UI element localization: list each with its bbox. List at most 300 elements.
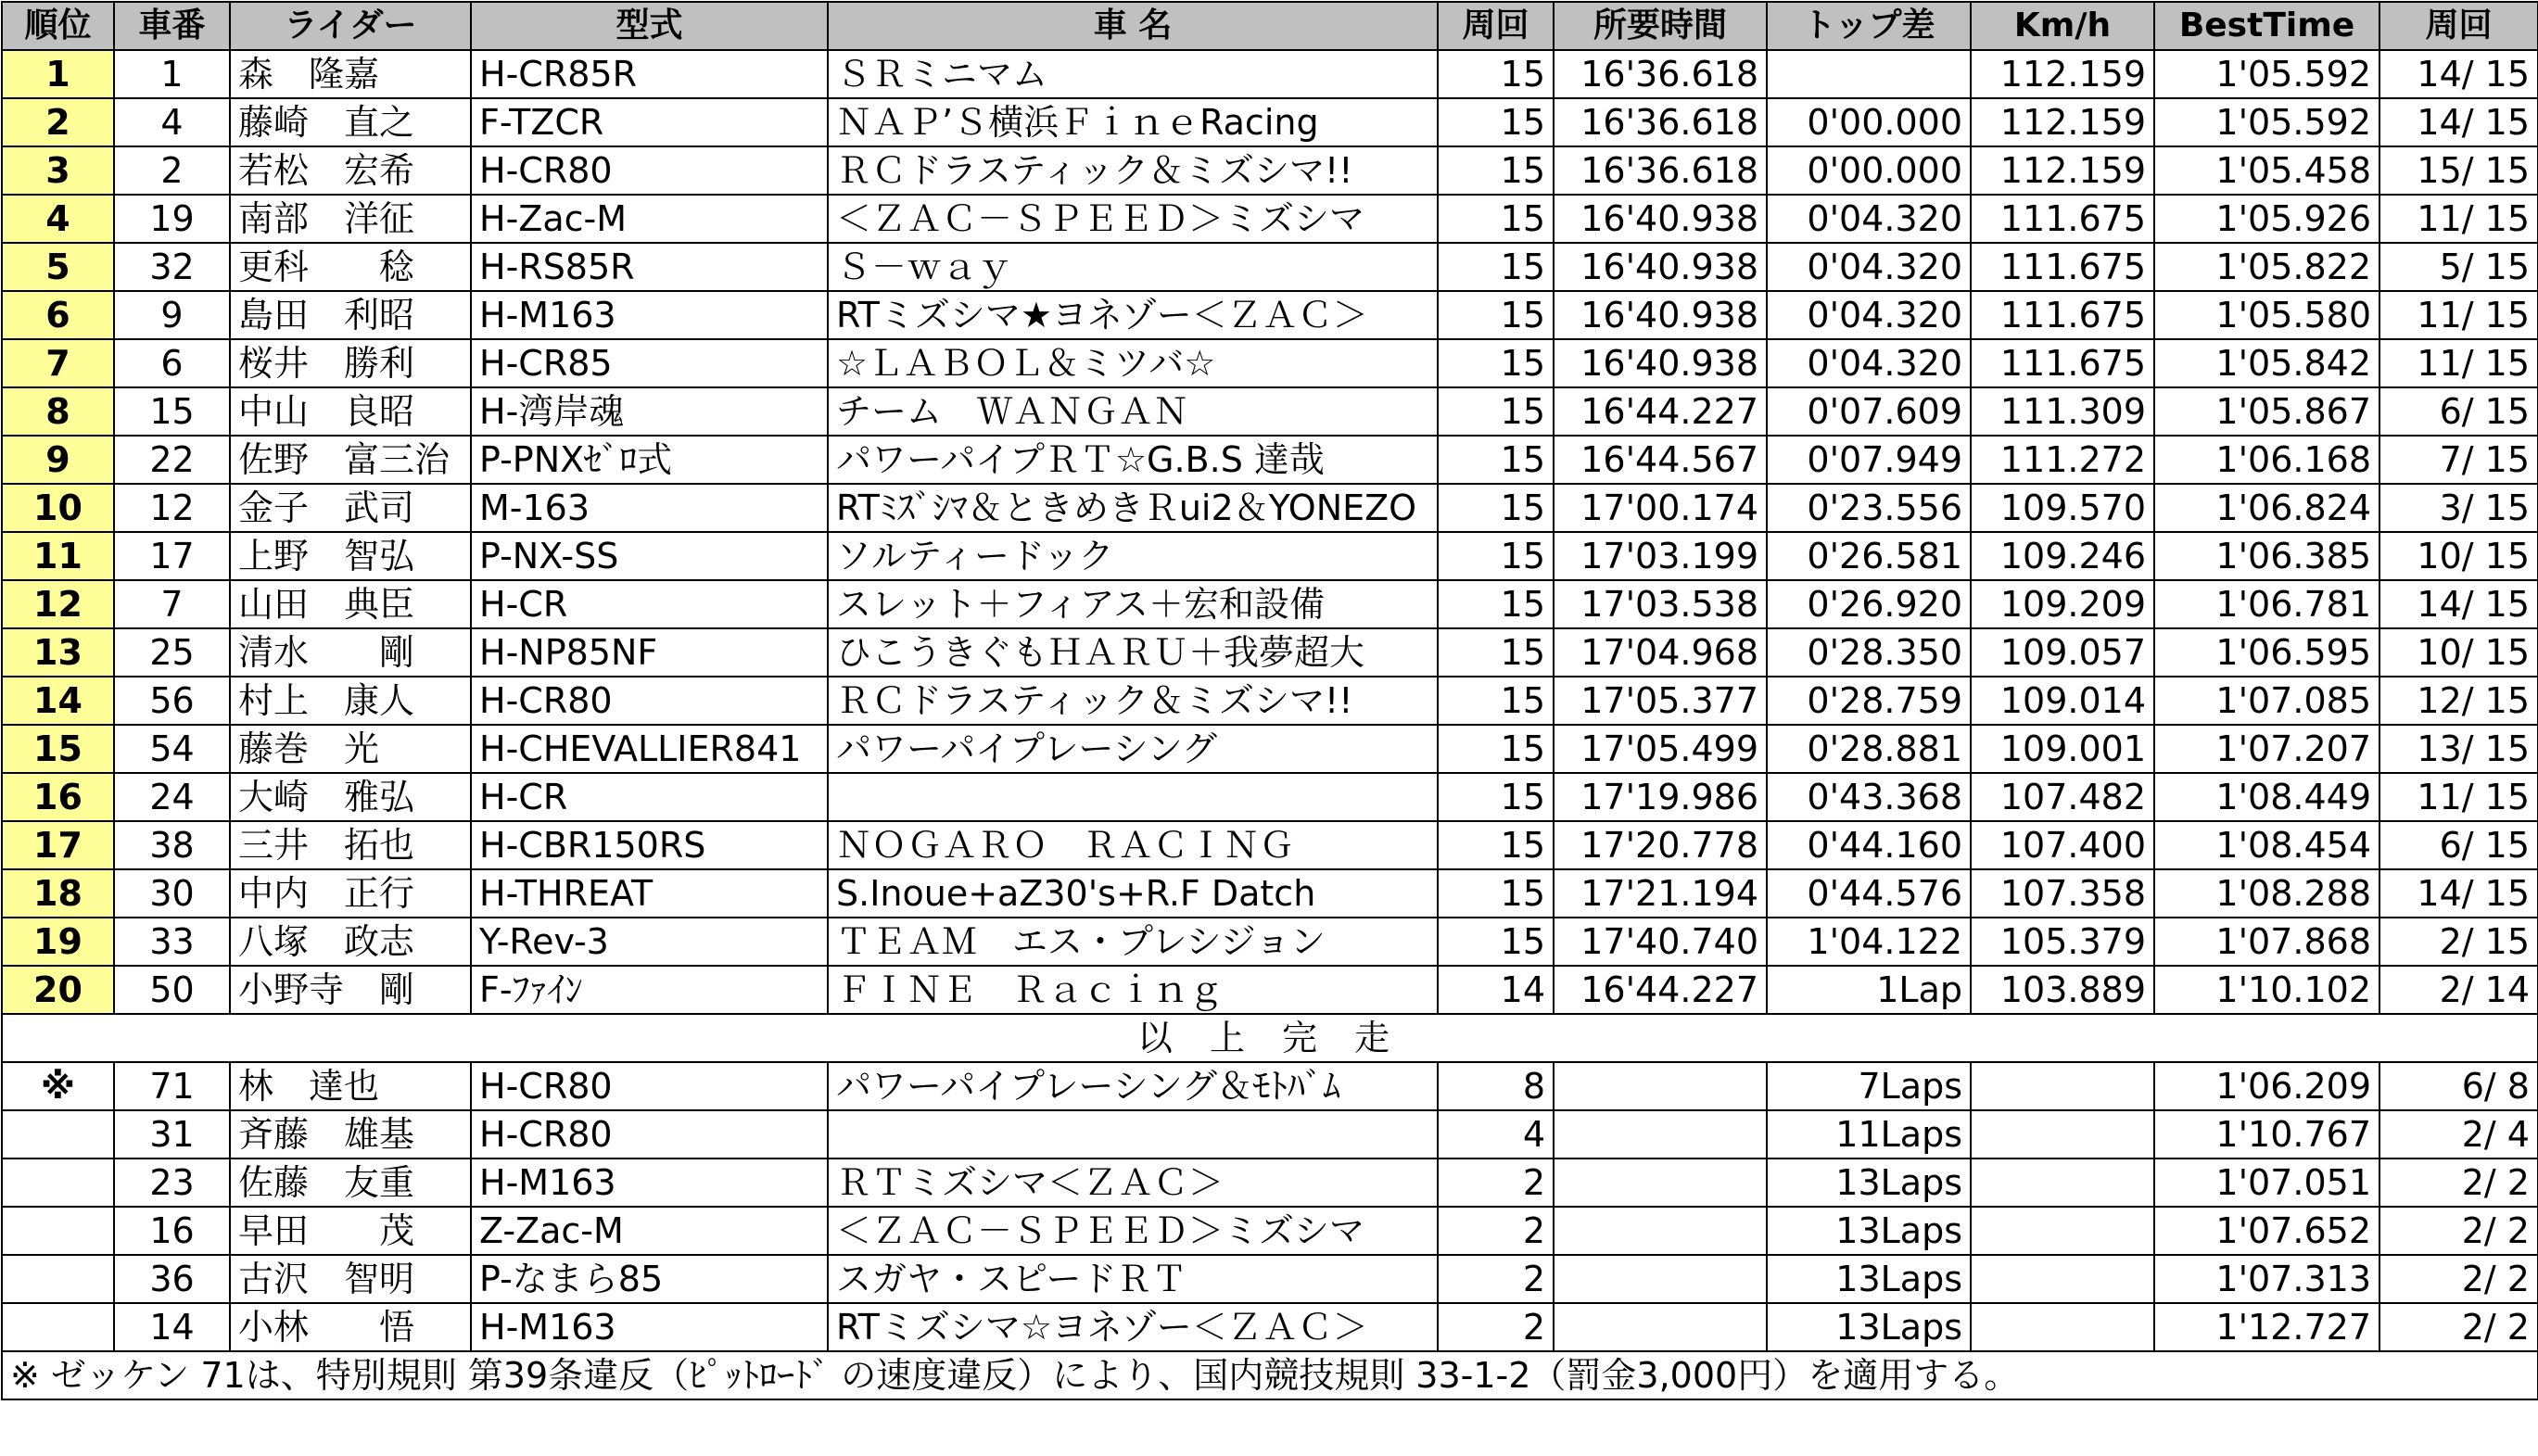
cell-speed: 109.057 (1971, 628, 2154, 677)
cell-speed: 103.889 (1971, 966, 2154, 1014)
table-row (2, 98, 2538, 146)
cell-best-time: 1'06.595 (2154, 628, 2379, 677)
table-row (2, 484, 2538, 532)
cell-gap: 13Laps (1767, 1255, 1971, 1303)
cell-best-time: 1'06.781 (2154, 580, 2379, 628)
cell-model: H-CR80 (471, 677, 828, 725)
non-finishers-body (2, 1062, 2538, 1351)
cell-car-name: ☆ＬＡＢＯＬ＆ミツバ☆ (828, 339, 1438, 387)
cell-best-time: 1'07.868 (2154, 918, 2379, 966)
cell-laps: 15 (1438, 387, 1554, 436)
cell-total-time: 16'40.938 (1554, 291, 1767, 339)
cell-position: 16 (2, 773, 114, 821)
cell-total-time: 17'03.199 (1554, 532, 1767, 580)
cell-rider: 佐野 富三治 (230, 436, 471, 484)
cell-total-time: 17'19.986 (1554, 773, 1767, 821)
cell-car-name: RTミズシマ☆ヨネゾー＜ＺＡＣ＞ (828, 1303, 1438, 1351)
cell-number: 2 (114, 146, 230, 195)
header-best-lap: 周回 (2379, 2, 2538, 50)
cell-model: P-なまら85 (471, 1255, 828, 1303)
cell-gap: 1Lap (1767, 966, 1971, 1014)
cell-car-name: ＜ＺＡＣ－ＳＰＥＥＤ＞ミズシマ (828, 195, 1438, 243)
cell-best-time: 1'08.454 (2154, 821, 2379, 869)
cell-position: 4 (2, 195, 114, 243)
cell-laps: 15 (1438, 918, 1554, 966)
cell-laps: 15 (1438, 580, 1554, 628)
cell-best-lap: 3/ 15 (2379, 484, 2538, 532)
cell-position: 7 (2, 339, 114, 387)
cell-rider: 八塚 政志 (230, 918, 471, 966)
cell-number: 15 (114, 387, 230, 436)
cell-position: 6 (2, 291, 114, 339)
cell-model: Y-Rev-3 (471, 918, 828, 966)
cell-speed: 111.309 (1971, 387, 2154, 436)
cell-gap: 0'00.000 (1767, 98, 1971, 146)
cell-best-lap: 12/ 15 (2379, 677, 2538, 725)
cell-gap: 13Laps (1767, 1303, 1971, 1351)
header-speed: Km/h (1971, 2, 2154, 50)
table-row (2, 532, 2538, 580)
cell-car-name: ひこうきぐもＨＡＲＵ＋我夢超大 (828, 628, 1438, 677)
cell-position: 3 (2, 146, 114, 195)
cell-speed: 112.159 (1971, 50, 2154, 98)
cell-best-time: 1'05.592 (2154, 50, 2379, 98)
cell-total-time: 17'03.538 (1554, 580, 1767, 628)
cell-gap: 0'04.320 (1767, 243, 1971, 291)
cell-number: 12 (114, 484, 230, 532)
cell-best-lap: 2/ 4 (2379, 1110, 2538, 1158)
cell-speed: 111.675 (1971, 339, 2154, 387)
cell-rider: 更科 稔 (230, 243, 471, 291)
cell-speed (1971, 1158, 2154, 1207)
cell-gap: 0'07.609 (1767, 387, 1971, 436)
cell-rider: 林 達也 (230, 1062, 471, 1110)
cell-best-lap: 13/ 15 (2379, 725, 2538, 773)
cell-total-time: 16'36.618 (1554, 98, 1767, 146)
cell-number: 54 (114, 725, 230, 773)
cell-number: 23 (114, 1158, 230, 1207)
cell-laps: 15 (1438, 725, 1554, 773)
cell-laps: 2 (1438, 1255, 1554, 1303)
cell-total-time: 16'36.618 (1554, 50, 1767, 98)
cell-car-name: ＳＲミニマム (828, 50, 1438, 98)
cell-rider: 早田 茂 (230, 1207, 471, 1255)
cell-model: M-163 (471, 484, 828, 532)
cell-best-time: 1'07.085 (2154, 677, 2379, 725)
cell-gap: 0'07.949 (1767, 436, 1971, 484)
cell-laps: 8 (1438, 1062, 1554, 1110)
cell-model: H-CR (471, 773, 828, 821)
cell-rider: 村上 康人 (230, 677, 471, 725)
cell-number: 16 (114, 1207, 230, 1255)
cell-speed: 112.159 (1971, 146, 2154, 195)
cell-rider: 上野 智弘 (230, 532, 471, 580)
cell-rider: 藤崎 直之 (230, 98, 471, 146)
header-total-time: 所要時間 (1554, 2, 1767, 50)
cell-gap: 11Laps (1767, 1110, 1971, 1158)
cell-position: 10 (2, 484, 114, 532)
cell-gap: 0'44.576 (1767, 869, 1971, 918)
cell-best-time: 1'05.458 (2154, 146, 2379, 195)
cell-number: 25 (114, 628, 230, 677)
cell-total-time: 16'40.938 (1554, 243, 1767, 291)
cell-position: 5 (2, 243, 114, 291)
cell-best-time: 1'05.580 (2154, 291, 2379, 339)
cell-speed: 109.001 (1971, 725, 2154, 773)
cell-speed: 107.400 (1971, 821, 2154, 869)
cell-best-time: 1'12.727 (2154, 1303, 2379, 1351)
cell-position: 20 (2, 966, 114, 1014)
table-row (2, 677, 2538, 725)
cell-number: 30 (114, 869, 230, 918)
cell-number: 6 (114, 339, 230, 387)
cell-rider: 大崎 雅弘 (230, 773, 471, 821)
cell-car-name: RTミズシマ★ヨネゾー＜ＺＡＣ＞ (828, 291, 1438, 339)
cell-rider: 若松 宏希 (230, 146, 471, 195)
cell-car-name: S.Inoue+aZ30's+R.F Datch (828, 869, 1438, 918)
cell-best-lap: 14/ 15 (2379, 50, 2538, 98)
cell-gap: 0'28.350 (1767, 628, 1971, 677)
cell-total-time: 17'05.377 (1554, 677, 1767, 725)
header-rider: ライダー (230, 2, 471, 50)
cell-model: H-M163 (471, 1303, 828, 1351)
header-car-name: 車 名 (828, 2, 1438, 50)
table-row (2, 339, 2538, 387)
cell-best-time: 1'05.867 (2154, 387, 2379, 436)
cell-best-time: 1'05.926 (2154, 195, 2379, 243)
cell-total-time (1554, 1062, 1767, 1110)
cell-number: 24 (114, 773, 230, 821)
cell-best-time: 1'08.449 (2154, 773, 2379, 821)
cell-car-name: ＮＯＧＡＲＯ ＲＡＣＩＮＧ (828, 821, 1438, 869)
cell-car-name: ＴＥＡＭ エス・プレシジョン (828, 918, 1438, 966)
cell-speed: 109.209 (1971, 580, 2154, 628)
cell-number: 32 (114, 243, 230, 291)
table-row (2, 869, 2538, 918)
cell-position: 9 (2, 436, 114, 484)
cell-gap (1767, 50, 1971, 98)
note-row (2, 1351, 2538, 1399)
cell-best-lap: 2/ 2 (2379, 1158, 2538, 1207)
cell-car-name: スガヤ・スピードＲＴ (828, 1255, 1438, 1303)
cell-laps: 15 (1438, 773, 1554, 821)
cell-position: 14 (2, 677, 114, 725)
cell-best-lap: 6/ 8 (2379, 1062, 2538, 1110)
cell-laps: 15 (1438, 291, 1554, 339)
cell-best-time: 1'07.207 (2154, 725, 2379, 773)
cell-model: H-CR85 (471, 339, 828, 387)
cell-speed: 111.675 (1971, 291, 2154, 339)
cell-number: 22 (114, 436, 230, 484)
cell-rider: 小林 悟 (230, 1303, 471, 1351)
cell-total-time (1554, 1207, 1767, 1255)
cell-laps: 2 (1438, 1303, 1554, 1351)
cell-best-time: 1'06.824 (2154, 484, 2379, 532)
cell-speed: 111.675 (1971, 243, 2154, 291)
cell-rider: 清水 剛 (230, 628, 471, 677)
cell-total-time: 17'40.740 (1554, 918, 1767, 966)
cell-best-time: 1'05.592 (2154, 98, 2379, 146)
table-row (2, 243, 2538, 291)
cell-rider: 古沢 智明 (230, 1255, 471, 1303)
cell-position: 17 (2, 821, 114, 869)
table-row (2, 1110, 2538, 1158)
cell-best-lap: 10/ 15 (2379, 628, 2538, 677)
header-best-time: BestTime (2154, 2, 2379, 50)
cell-speed: 105.379 (1971, 918, 2154, 966)
cell-car-name: チーム ＷＡＮＧＡＮ (828, 387, 1438, 436)
cell-number: 50 (114, 966, 230, 1014)
cell-car-name: ＦＩＮＥ Ｒａｃｉｎｇ (828, 966, 1438, 1014)
cell-gap: 0'04.320 (1767, 291, 1971, 339)
cell-total-time (1554, 1110, 1767, 1158)
cell-speed (1971, 1207, 2154, 1255)
table-row (2, 291, 2538, 339)
cell-car-name: パワーパイプレーシング (828, 725, 1438, 773)
cell-best-lap: 7/ 15 (2379, 436, 2538, 484)
table-row (2, 918, 2538, 966)
cell-best-time: 1'05.822 (2154, 243, 2379, 291)
cell-laps: 15 (1438, 532, 1554, 580)
cell-best-time: 1'07.313 (2154, 1255, 2379, 1303)
cell-rider: 山田 典臣 (230, 580, 471, 628)
cell-position (2, 1207, 114, 1255)
cell-laps: 15 (1438, 484, 1554, 532)
results-table (1, 1, 2538, 1400)
cell-speed: 111.675 (1971, 195, 2154, 243)
cell-position: 11 (2, 532, 114, 580)
cell-gap: 0'04.320 (1767, 195, 1971, 243)
cell-laps: 15 (1438, 677, 1554, 725)
cell-speed: 107.358 (1971, 869, 2154, 918)
cell-laps: 15 (1438, 98, 1554, 146)
cell-gap: 0'23.556 (1767, 484, 1971, 532)
table-row (2, 146, 2538, 195)
cell-rider: 中山 良昭 (230, 387, 471, 436)
cell-speed: 109.570 (1971, 484, 2154, 532)
cell-laps: 15 (1438, 243, 1554, 291)
cell-model: H-CHEVALLIER841 (471, 725, 828, 773)
cell-speed (1971, 1110, 2154, 1158)
cell-total-time (1554, 1255, 1767, 1303)
cell-position: 12 (2, 580, 114, 628)
table-row (2, 580, 2538, 628)
cell-position: 15 (2, 725, 114, 773)
table-row (2, 725, 2538, 773)
cell-best-time: 1'10.767 (2154, 1110, 2379, 1158)
cell-position: 2 (2, 98, 114, 146)
finish-label: 以 上 完 走 (2, 1014, 2538, 1062)
cell-total-time: 16'44.227 (1554, 387, 1767, 436)
cell-car-name: スレット＋フィアス＋宏和設備 (828, 580, 1438, 628)
cell-car-name: ソルティードック (828, 532, 1438, 580)
cell-best-lap: 2/ 2 (2379, 1303, 2538, 1351)
cell-total-time (1554, 1303, 1767, 1351)
cell-total-time (1554, 1158, 1767, 1207)
cell-best-lap: 10/ 15 (2379, 532, 2538, 580)
table-row (2, 1303, 2538, 1351)
penalty-note: ※ ゼッケン 71は、特別規則 第39条違反（ﾋﾟｯﾄﾛｰﾄﾞ の速度違反）により、国内競技規則 33-1-2（罰金3,000円）を適用する。 (2, 1351, 2538, 1399)
cell-speed: 109.014 (1971, 677, 2154, 725)
cell-best-lap: 2/ 15 (2379, 918, 2538, 966)
table-row (2, 1207, 2538, 1255)
cell-total-time: 16'44.227 (1554, 966, 1767, 1014)
cell-gap: 13Laps (1767, 1207, 1971, 1255)
cell-rider: 小野寺 剛 (230, 966, 471, 1014)
cell-model: F-ﾌｧｲﾝ (471, 966, 828, 1014)
cell-best-lap: 11/ 15 (2379, 291, 2538, 339)
cell-speed: 111.272 (1971, 436, 2154, 484)
cell-car-name (828, 773, 1438, 821)
cell-best-time: 1'07.051 (2154, 1158, 2379, 1207)
cell-position: 13 (2, 628, 114, 677)
cell-rider: 佐藤 友重 (230, 1158, 471, 1207)
cell-laps: 2 (1438, 1158, 1554, 1207)
cell-number: 1 (114, 50, 230, 98)
cell-laps: 15 (1438, 195, 1554, 243)
table-row (2, 387, 2538, 436)
cell-position (2, 1158, 114, 1207)
cell-model: F-TZCR (471, 98, 828, 146)
cell-position (2, 1255, 114, 1303)
cell-number: 33 (114, 918, 230, 966)
cell-position: 8 (2, 387, 114, 436)
cell-laps: 15 (1438, 146, 1554, 195)
cell-best-lap: 2/ 2 (2379, 1207, 2538, 1255)
cell-total-time: 16'40.938 (1554, 195, 1767, 243)
cell-gap: 0'26.920 (1767, 580, 1971, 628)
header-position: 順位 (2, 2, 114, 50)
cell-laps: 2 (1438, 1207, 1554, 1255)
cell-car-name: パワーパイプＲＴ☆G.B.S 達哉 (828, 436, 1438, 484)
cell-number: 19 (114, 195, 230, 243)
cell-laps: 15 (1438, 50, 1554, 98)
cell-gap: 7Laps (1767, 1062, 1971, 1110)
table-row (2, 773, 2538, 821)
cell-car-name: ＲＣドラスティック＆ミズシマ!! (828, 677, 1438, 725)
cell-car-name: Ｓ－ｗａｙ (828, 243, 1438, 291)
cell-car-name: ＲＴミズシマ＜ＺＡＣ＞ (828, 1158, 1438, 1207)
cell-model: P-PNXｾﾞﾛ式 (471, 436, 828, 484)
cell-speed (1971, 1255, 2154, 1303)
cell-speed: 112.159 (1971, 98, 2154, 146)
cell-model: H-THREAT (471, 869, 828, 918)
finish-label-row (2, 1014, 2538, 1062)
cell-total-time: 16'44.567 (1554, 436, 1767, 484)
finish-label-body (2, 1014, 2538, 1062)
cell-best-lap: 14/ 15 (2379, 869, 2538, 918)
cell-model: H-CR80 (471, 1110, 828, 1158)
cell-best-time: 1'08.288 (2154, 869, 2379, 918)
cell-model: Z-Zac-M (471, 1207, 828, 1255)
cell-number: 38 (114, 821, 230, 869)
cell-model: H-CR80 (471, 146, 828, 195)
table-row (2, 628, 2538, 677)
table-row (2, 966, 2538, 1014)
cell-number: 36 (114, 1255, 230, 1303)
cell-rider: 金子 武司 (230, 484, 471, 532)
cell-total-time: 17'21.194 (1554, 869, 1767, 918)
header-number: 車番 (114, 2, 230, 50)
cell-rider: 森 隆嘉 (230, 50, 471, 98)
cell-model: H-CR85R (471, 50, 828, 98)
cell-model: H-CR80 (471, 1062, 828, 1110)
cell-total-time: 16'40.938 (1554, 339, 1767, 387)
cell-model: H-RS85R (471, 243, 828, 291)
finishers-body (2, 50, 2538, 1014)
cell-laps: 15 (1438, 436, 1554, 484)
cell-model: H-Zac-M (471, 195, 828, 243)
cell-rider: 藤巻 光 (230, 725, 471, 773)
cell-best-lap: 6/ 15 (2379, 821, 2538, 869)
cell-number: 71 (114, 1062, 230, 1110)
cell-position: 18 (2, 869, 114, 918)
cell-car-name: ＮＡＰ’Ｓ横浜ＦｉｎｅRacing (828, 98, 1438, 146)
cell-total-time: 17'20.778 (1554, 821, 1767, 869)
cell-position (2, 1110, 114, 1158)
cell-position: 19 (2, 918, 114, 966)
cell-laps: 15 (1438, 821, 1554, 869)
cell-best-time: 1'10.102 (2154, 966, 2379, 1014)
table-row (2, 50, 2538, 98)
cell-position: 1 (2, 50, 114, 98)
cell-rider: 桜井 勝利 (230, 339, 471, 387)
cell-gap: 0'43.368 (1767, 773, 1971, 821)
header-laps: 周回 (1438, 2, 1554, 50)
cell-rider: 南部 洋征 (230, 195, 471, 243)
cell-car-name: RTﾐｽﾞｼﾏ＆ときめきＲui2＆YONEZO (828, 484, 1438, 532)
cell-best-time: 1'06.385 (2154, 532, 2379, 580)
cell-car-name: ＲＣドラスティック＆ミズシマ!! (828, 146, 1438, 195)
cell-gap: 1'04.122 (1767, 918, 1971, 966)
cell-laps: 15 (1438, 628, 1554, 677)
cell-number: 31 (114, 1110, 230, 1158)
cell-gap: 0'04.320 (1767, 339, 1971, 387)
cell-speed (1971, 1303, 2154, 1351)
cell-total-time: 17'04.968 (1554, 628, 1767, 677)
cell-car-name (828, 1110, 1438, 1158)
cell-best-lap: 11/ 15 (2379, 339, 2538, 387)
cell-car-name: パワーパイプレーシング＆ﾓﾄﾊﾞﾑ (828, 1062, 1438, 1110)
cell-best-time: 1'07.652 (2154, 1207, 2379, 1255)
cell-model: H-NP85NF (471, 628, 828, 677)
cell-model: P-NX-SS (471, 532, 828, 580)
table-row (2, 1062, 2538, 1110)
cell-best-lap: 14/ 15 (2379, 98, 2538, 146)
cell-laps: 15 (1438, 869, 1554, 918)
cell-best-time: 1'05.842 (2154, 339, 2379, 387)
cell-best-time: 1'06.168 (2154, 436, 2379, 484)
cell-best-lap: 6/ 15 (2379, 387, 2538, 436)
cell-model: H-M163 (471, 291, 828, 339)
cell-gap: 0'00.000 (1767, 146, 1971, 195)
header-row (2, 2, 2538, 50)
cell-speed (1971, 1062, 2154, 1110)
cell-number: 14 (114, 1303, 230, 1351)
cell-rider: 中内 正行 (230, 869, 471, 918)
cell-gap: 0'28.881 (1767, 725, 1971, 773)
cell-laps: 15 (1438, 339, 1554, 387)
cell-number: 4 (114, 98, 230, 146)
cell-best-lap: 11/ 15 (2379, 773, 2538, 821)
cell-model: H-CBR150RS (471, 821, 828, 869)
cell-best-time: 1'06.209 (2154, 1062, 2379, 1110)
cell-best-lap: 2/ 2 (2379, 1255, 2538, 1303)
cell-laps: 14 (1438, 966, 1554, 1014)
header-model: 型式 (471, 2, 828, 50)
cell-speed: 109.246 (1971, 532, 2154, 580)
cell-best-lap: 15/ 15 (2379, 146, 2538, 195)
